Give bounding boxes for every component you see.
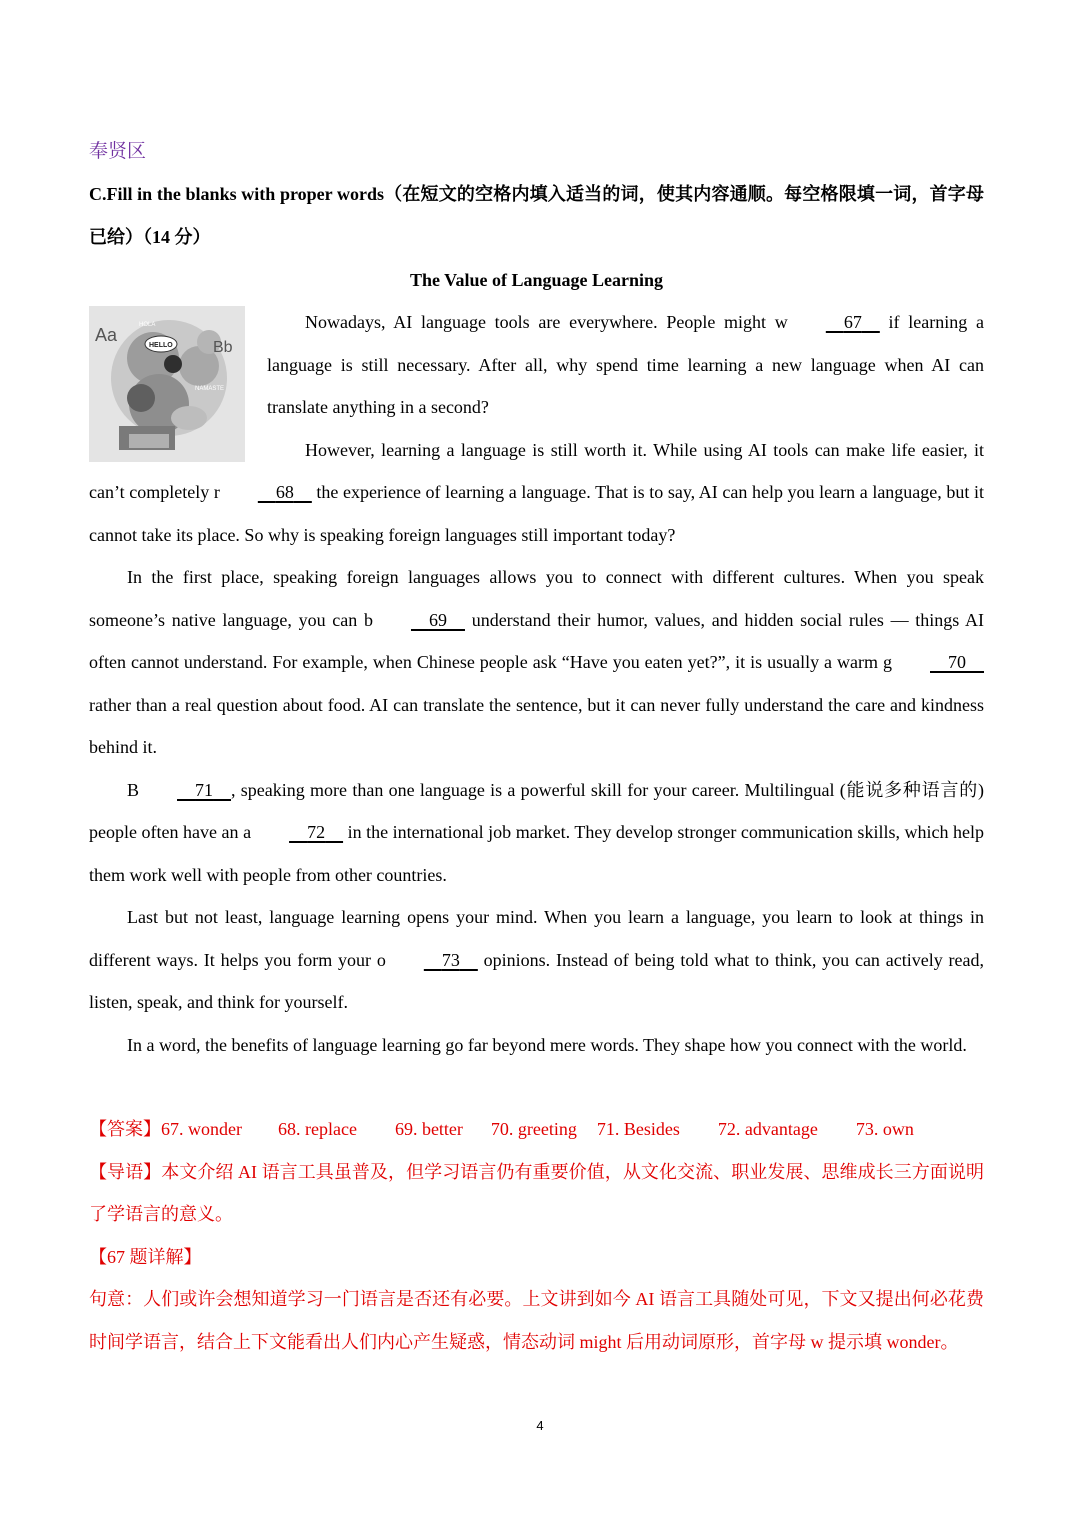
answer-label: 【答案】 xyxy=(89,1119,161,1139)
page-number: 4 xyxy=(536,1418,544,1433)
guide-text: 【导语】本文介绍 AI 语言工具虽普及，但学习语言仍有重要价值，从文化交流、职业发展、思维成长三方面说明了学语言的意义。 xyxy=(89,1161,984,1224)
image-text-bb: Bb xyxy=(213,339,233,356)
paragraph-2: However, learning a language is still worth it. While using AI tools can make life easier, it can’t completely r 68 the experience of learning a language. That is to say, AI can help you learn a language, but it cannot take its place. So why is speaking foreign languages still important today? xyxy=(89,439,984,545)
image-text-hello: HELLO xyxy=(149,342,173,349)
blank-69: 69 xyxy=(428,609,447,630)
answer-item: 72. advantage xyxy=(717,1119,818,1139)
paragraph-1: Nowadays, AI language tools are everywhere. People might w 67 if learning a language is still necessary. After all, why spend time learning a new language when AI can translate anything in a second? xyxy=(89,301,984,429)
illustration-image xyxy=(89,306,245,462)
blank-70: 70 xyxy=(948,652,966,672)
answer-item: 68. replace xyxy=(277,1119,357,1139)
image-text-namaste: NAMASTE xyxy=(195,386,225,392)
passage-body xyxy=(89,301,984,1066)
blank-73: 73 xyxy=(441,949,460,970)
answer-section xyxy=(89,1108,984,1363)
paragraph-3: In the first place, speaking foreign languages allows you to connect with different cultures. When you speak someone’s native language, you can b 69 understand their humor, values, and hidden social rules — things AI often cannot understand. For example, when Chinese people ask “Have you eaten yet?”, it is usually a warm g 70 rather than a real question about food. AI can translate the sentence, but it can never fully understand the care and kindness behind it. xyxy=(89,567,984,757)
paragraph-4: B 71 , speaking more than one language is a powerful skill for your career. Multilingual (能说多种语言的) people often have an a 72 in the international job market. They develop stronger communication skills, which help them work well with people from other countries. xyxy=(89,769,984,897)
paragraph-6: In a word, the benefits of language learning go far beyond mere words. They shape how you connect with the world. xyxy=(127,1034,967,1055)
language-children-illustration xyxy=(89,306,245,462)
blank-71: 71 xyxy=(195,779,214,800)
passage-title: The Value of Language Learning xyxy=(409,270,664,290)
blank-67: 67 xyxy=(843,312,862,332)
q67-detail: 句意：人们或许会想知道学习一门语言是否还有必要。上文讲到如今 AI 语言工具随处可见，下文又提出何必花费时间学语言，结合上下文能看出人们内心产生疑惑，情态动词 might 后用动词原形，首字母 w 提示填 wonder。 xyxy=(89,1289,984,1352)
q67-heading: 【67 题详解】 xyxy=(89,1246,202,1267)
section-instructions: C.Fill in the blanks with proper words（在短文的空格内填入适当的词，使其内容通顺。每空格限填一词，首字母已给）（14 分） xyxy=(89,184,984,247)
answer-line xyxy=(89,1108,984,1151)
blank-72: 72 xyxy=(307,822,326,842)
answer-item: 73. own xyxy=(855,1119,914,1139)
answer-item: 71. Besides xyxy=(596,1119,680,1139)
image-text-hola: HOLA xyxy=(139,322,156,328)
blank-68: 68 xyxy=(275,482,294,502)
answer-item: 70. greeting xyxy=(490,1119,577,1139)
region-label: 奉贤区 xyxy=(89,141,147,162)
answer-item: 69. better xyxy=(394,1119,463,1139)
paragraph-5: Last but not least, language learning opens your mind. When you learn a language, you learn to look at things in different ways. It helps you form your o 73 opinions. Instead of being told what to think, you can actively read, listen, speak, and think for yourself. xyxy=(89,907,985,1012)
image-text-aa: Aa xyxy=(95,325,118,345)
answer-item: 67. wonder xyxy=(161,1119,242,1139)
